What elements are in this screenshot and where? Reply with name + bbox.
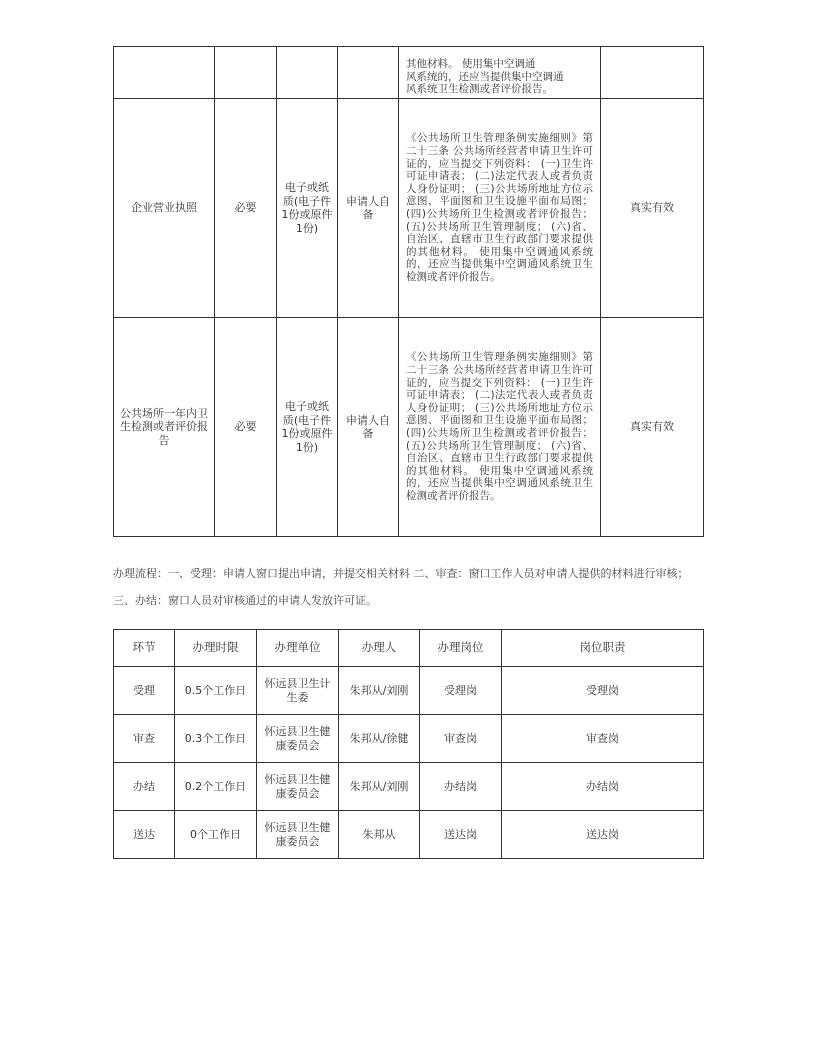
table-row [114,763,704,811]
table-cell: 怀远县卫生健康委员会 [257,715,339,763]
header-cell: 办理单位 [257,630,339,667]
table-row [114,811,704,859]
table-cell: 办结岗 [420,763,502,811]
basis-line: 风系统卫生检测或者评价报告。 [406,83,553,96]
header-cell: 办理时限 [175,630,257,667]
header-cell: 环节 [114,630,175,667]
table-row [114,715,704,763]
table-cell: 朱邦从/刘刚 [339,763,420,811]
table-cell: 怀远县卫生健康委员会 [257,763,339,811]
table-cell: 怀远县卫生健康委员会 [257,811,339,859]
table-row [114,47,704,99]
material-form: 电子或纸质(电子件1份或原件1份) [277,318,338,537]
header-cell: 岗位职责 [502,630,704,667]
material-basis [399,47,601,99]
table-cell: 0.2个工作日 [175,763,257,811]
material-basis: 《公共场所卫生管理条例实施细则》第二十三条 公共场所经营者申请卫生许可证的，应当提交下列资料： (一)卫生许可证申请表； (二)法定代表人或者负责人身份证明； (三)公共场所地址方位示意图、平面图和卫生设施平面布局图； (四)公共场所卫生检测或者评价报告； (五)公共场所卫生管理制度； (六)省、自治区、直辖市卫生行政部门要求提供的其他材料。 使用集中空调通风系统的，还应当提供集中空调通风系统卫生检测或者评价报告。 [399,318,601,537]
basis-line: 其他材料。 使用集中空调通 [406,58,536,71]
material-source [338,47,399,99]
process-description: 办理流程：一、受理：申请人窗口提出申请，并提交相关材料 二、审查：窗口工作人员对申请人提供的材料进行审核； 三、办结：窗口人员对审核通过的申请人发放许可证。 [113,567,689,607]
material-form [277,47,338,99]
material-form: 电子或纸质(电子件1份或原件1份) [277,99,338,318]
table-cell: 办结岗 [502,763,704,811]
materials-table [113,46,704,537]
table-cell: 朱邦从/刘刚 [339,667,420,715]
material-requirement: 真实有效 [601,99,704,318]
table-cell: 0.5个工作日 [175,667,257,715]
table-row [114,667,704,715]
table-cell: 怀远县卫生计生委 [257,667,339,715]
table-cell: 受理 [114,667,175,715]
material-required: 必要 [215,99,277,318]
table-cell: 0.3个工作日 [175,715,257,763]
material-source: 申请人自备 [338,99,399,318]
header-cell: 办理人 [339,630,420,667]
table-cell: 审查岗 [420,715,502,763]
table-row [114,99,704,318]
table-cell: 受理岗 [420,667,502,715]
basis-line: 风系统的，还应当提供集中空调通 [406,70,564,83]
table-cell: 送达 [114,811,175,859]
material-name [114,47,215,99]
table-cell: 朱邦从 [339,811,420,859]
table-row [114,318,704,537]
material-basis: 《公共场所卫生管理条例实施细则》第二十三条 公共场所经营者申请卫生许可证的，应当提交下列资料： (一)卫生许可证申请表； (二)法定代表人或者负责人身份证明； (三)公共场所地址方位示意图、平面图和卫生设施平面布局图； (四)公共场所卫生检测或者评价报告； (五)公共场所卫生管理制度； (六)省、自治区、直辖市卫生行政部门要求提供的其他材料。 使用集中空调通风系统的，还应当提供集中空调通风系统卫生检测或者评价报告。 [399,99,601,318]
table-cell: 0个工作日 [175,811,257,859]
table-cell: 受理岗 [502,667,704,715]
process-steps-table [113,629,704,859]
material-required: 必要 [215,318,277,537]
material-name: 公共场所一年内卫生检测或者评价报告 [114,318,215,537]
material-required [215,47,277,99]
table-cell: 送达岗 [420,811,502,859]
header-cell: 办理岗位 [420,630,502,667]
table-header-row [114,630,704,667]
material-name: 企业营业执照 [114,99,215,318]
table-cell: 送达岗 [502,811,704,859]
material-source: 申请人自备 [338,318,399,537]
table-cell: 审查岗 [502,715,704,763]
table-cell: 审查 [114,715,175,763]
material-requirement: 真实有效 [601,318,704,537]
table-cell: 办结 [114,763,175,811]
table-cell: 朱邦从/徐健 [339,715,420,763]
material-requirement [601,47,704,99]
